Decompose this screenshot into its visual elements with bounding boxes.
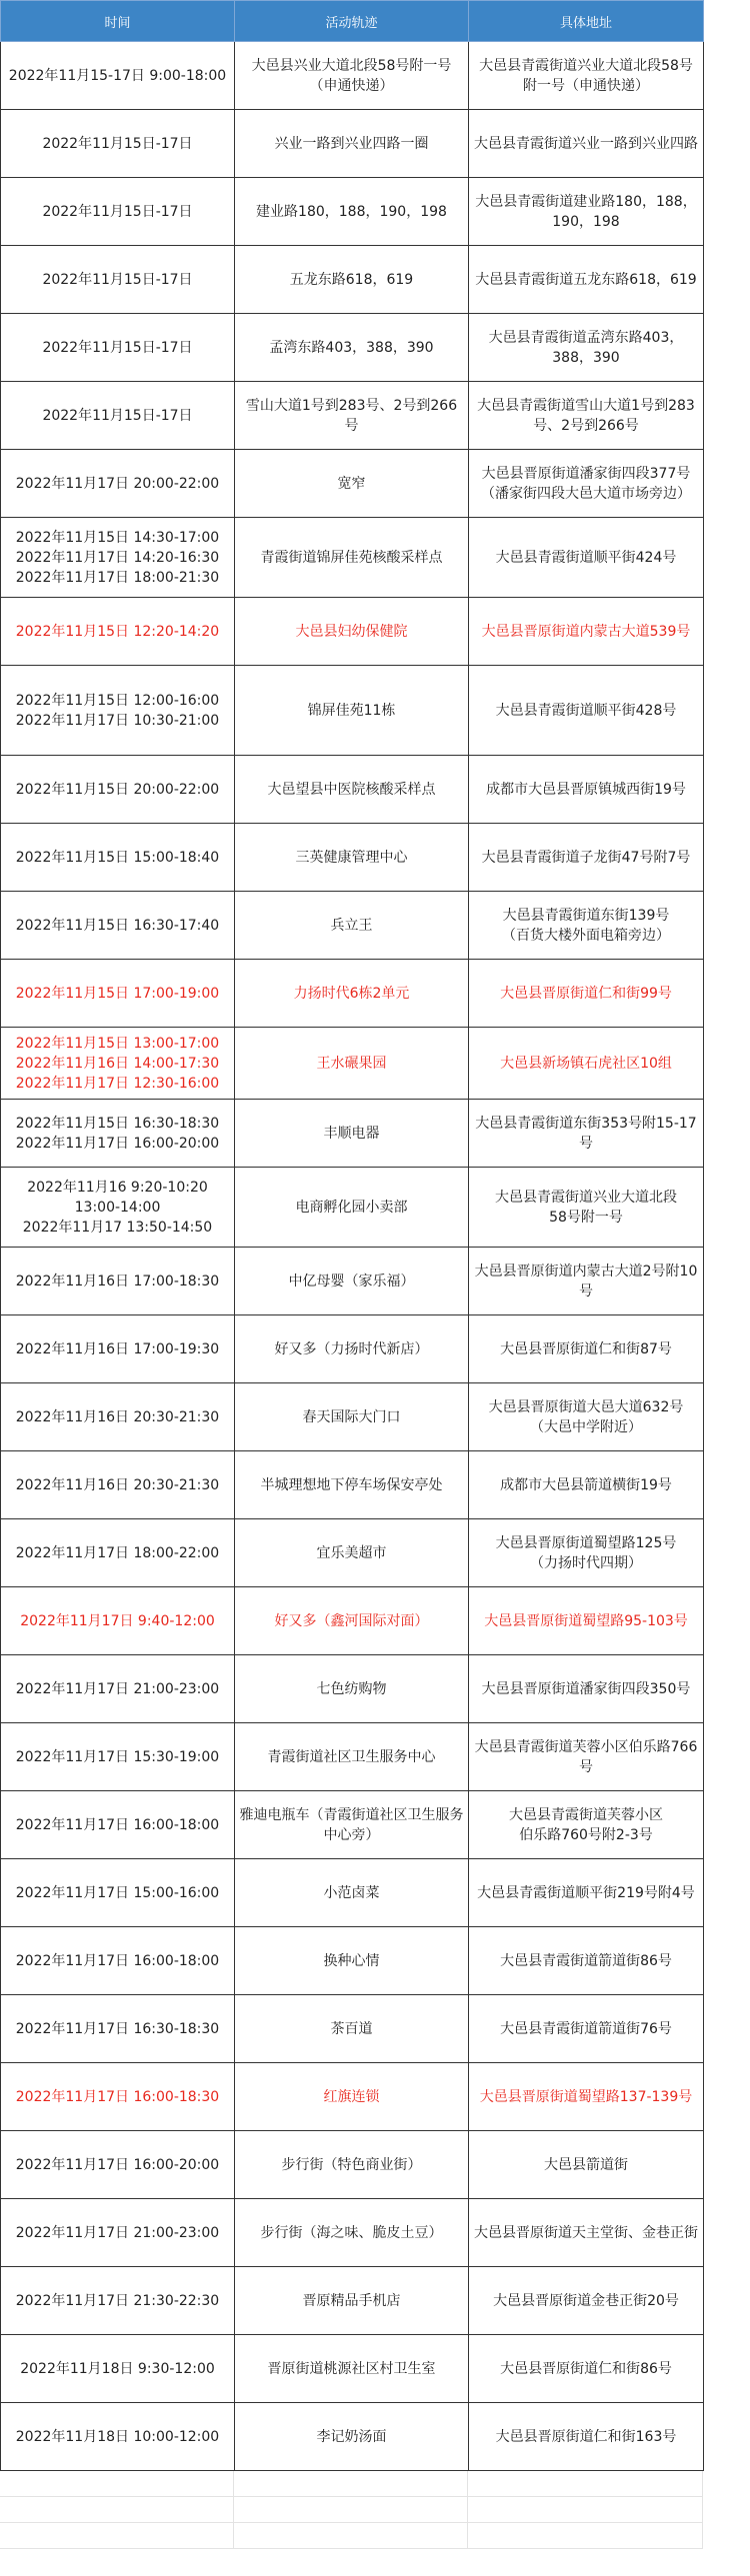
cell-time: 2022年11月15日 15:00-18:40: [1, 824, 235, 892]
empty-grid-cell: [0, 2497, 234, 2523]
cell-track: 大邑望县中医院核酸采样点: [235, 756, 469, 824]
table-row: [1, 2063, 704, 2131]
table-row: [1, 1168, 704, 1248]
cell-track: 雅迪电瓶车（青霞街道社区卫生服务中心旁）: [235, 1791, 469, 1859]
cell-address: 大邑县青霞街道东街353号附15-17号: [469, 1100, 704, 1168]
cell-track: 建业路180，188，190，198: [235, 178, 469, 246]
table-row: [1, 1723, 704, 1791]
table-row: [1, 892, 704, 960]
cell-time: 2022年11月15-17日 9:00-18:00: [1, 42, 235, 110]
empty-grid-row: [0, 2497, 703, 2523]
cell-time: 2022年11月15日-17日: [1, 178, 235, 246]
cell-address: 大邑县青霞街道子龙街47号附7号: [469, 824, 704, 892]
empty-grid-cell: [468, 2471, 703, 2497]
table-row: [1, 1927, 704, 1995]
cell-track: 五龙东路618，619: [235, 246, 469, 314]
cell-address: 大邑县青霞街道芙蓉小区伯乐路766号: [469, 1723, 704, 1791]
cell-track: 兵立王: [235, 892, 469, 960]
table-row: [1, 1655, 704, 1723]
cell-track: 半城理想地下停车场保安亭处: [235, 1451, 469, 1519]
cell-time: 2022年11月17日 15:30-19:00: [1, 1723, 235, 1791]
table-row: [1, 382, 704, 450]
cell-address: 大邑县青霞街道顺平街219号附4号: [469, 1859, 704, 1927]
cell-track: 宜乐美超市: [235, 1519, 469, 1587]
cell-track: 小范卤菜: [235, 1859, 469, 1927]
empty-grid-cell: [468, 2497, 703, 2523]
table-row: [1, 42, 704, 110]
table-row: [1, 1100, 704, 1168]
cell-track: 力扬时代6栋2单元: [235, 960, 469, 1028]
table-row: [1, 1519, 704, 1587]
cell-address: 成都市大邑县晋原镇城西街19号: [469, 756, 704, 824]
cell-address: 大邑县晋原街道内蒙古大道539号: [469, 598, 704, 666]
cell-address: 大邑县青霞街道兴业大道北段58号附一号（申通快递）: [469, 42, 704, 110]
cell-address: 大邑县晋原街道蜀望路125号 （力扬时代四期）: [469, 1519, 704, 1587]
cell-time: 2022年11月18日 9:30-12:00: [1, 2335, 235, 2403]
table-row: [1, 1859, 704, 1927]
empty-grid-cell: [234, 2497, 468, 2523]
cell-time: 2022年11月17日 15:00-16:00: [1, 1859, 235, 1927]
cell-track: 红旗连锁: [235, 2063, 469, 2131]
cell-time: 2022年11月15日 14:30-17:00 2022年11月17日 14:20-16:30 2022年11月17日 18:00-21:30: [1, 518, 235, 598]
header-time: 时间: [1, 1, 235, 42]
cell-time: 2022年11月16日 17:00-19:30: [1, 1315, 235, 1383]
empty-grid-cell: [0, 2471, 234, 2497]
cell-track: 锦屏佳苑11栋: [235, 666, 469, 756]
cell-track: 大邑县妇幼保健院: [235, 598, 469, 666]
table-row: [1, 518, 704, 598]
empty-grid-cell: [468, 2523, 703, 2549]
table-row: [1, 2403, 704, 2471]
cell-time: 2022年11月15日 16:30-17:40: [1, 892, 235, 960]
table-row: [1, 1383, 704, 1451]
cell-time: 2022年11月17日 21:30-22:30: [1, 2267, 235, 2335]
cell-time: 2022年11月15日 20:00-22:00: [1, 756, 235, 824]
cell-time: 2022年11月15日-17日: [1, 382, 235, 450]
header-row: [1, 1, 704, 42]
cell-track: 孟湾东路403，388，390: [235, 314, 469, 382]
cell-time: 2022年11月16 9:20-10:20 13:00-14:00 2022年11月17 13:50-14:50: [1, 1168, 235, 1248]
table-row: [1, 666, 704, 756]
cell-time: 2022年11月15日 12:20-14:20: [1, 598, 235, 666]
cell-time: 2022年11月17日 21:00-23:00: [1, 2199, 235, 2267]
cell-time: 2022年11月17日 9:40-12:00: [1, 1587, 235, 1655]
cell-track: 晋原街道桃源社区村卫生室: [235, 2335, 469, 2403]
cell-time: 2022年11月15日 16:30-18:30 2022年11月17日 16:00-20:00: [1, 1100, 235, 1168]
cell-address: 大邑县青霞街道顺平街428号: [469, 666, 704, 756]
cell-address: 大邑县青霞街道芙蓉小区 伯乐路760号附2-3号: [469, 1791, 704, 1859]
cell-address: 大邑县晋原街道仁和街87号: [469, 1315, 704, 1383]
cell-track: 中亿母婴（家乐福）: [235, 1248, 469, 1315]
table-row: [1, 110, 704, 178]
cell-time: 2022年11月15日-17日: [1, 110, 235, 178]
cell-address: 大邑县青霞街道顺平街424号: [469, 518, 704, 598]
table-row: [1, 1248, 704, 1315]
cell-time: 2022年11月15日-17日: [1, 314, 235, 382]
table-row: [1, 1791, 704, 1859]
cell-address: 大邑县箭道街: [469, 2131, 704, 2199]
header-track: 活动轨迹: [235, 1, 469, 42]
cell-track: 青霞街道锦屏佳苑核酸采样点: [235, 518, 469, 598]
cell-track: 七色纺购物: [235, 1655, 469, 1723]
cell-address: 大邑县晋原街道仁和街163号: [469, 2403, 704, 2471]
cell-time: 2022年11月15日 17:00-19:00: [1, 960, 235, 1028]
table-row: [1, 450, 704, 518]
table-body: [1, 42, 704, 2471]
empty-grid-cell: [234, 2471, 468, 2497]
cell-address: 大邑县青霞街道箭道街86号: [469, 1927, 704, 1995]
table-row: [1, 1451, 704, 1519]
cell-address: 大邑县晋原街道蜀望路95-103号: [469, 1587, 704, 1655]
cell-address: 大邑县晋原街道潘家街四段350号: [469, 1655, 704, 1723]
table-row: [1, 314, 704, 382]
cell-track: 青霞街道社区卫生服务中心: [235, 1723, 469, 1791]
table-row: [1, 1315, 704, 1383]
cell-time: 2022年11月18日 10:00-12:00: [1, 2403, 235, 2471]
cell-address: 大邑县青霞街道建业路180，188，190，198: [469, 178, 704, 246]
cell-address: 大邑县青霞街道东街139号 （百货大楼外面电箱旁边）: [469, 892, 704, 960]
cell-time: 2022年11月17日 16:00-18:00: [1, 1791, 235, 1859]
cell-track: 晋原精品手机店: [235, 2267, 469, 2335]
cell-address: 成都市大邑县箭道横街19号: [469, 1451, 704, 1519]
cell-track: 兴业一路到兴业四路一圈: [235, 110, 469, 178]
cell-time: 2022年11月17日 16:00-18:00: [1, 1927, 235, 1995]
empty-grid-row: [0, 2471, 703, 2497]
cell-address: 大邑县晋原街道蜀望路137-139号: [469, 2063, 704, 2131]
cell-address: 大邑县青霞街道五龙东路618，619: [469, 246, 704, 314]
cell-time: 2022年11月16日 17:00-18:30: [1, 1248, 235, 1315]
table-row: [1, 178, 704, 246]
cell-time: 2022年11月16日 20:30-21:30: [1, 1383, 235, 1451]
table-row: [1, 598, 704, 666]
cell-time: 2022年11月17日 18:00-22:00: [1, 1519, 235, 1587]
table-row: [1, 1587, 704, 1655]
cell-address: 大邑县晋原街道大邑大道632号 （大邑中学附近）: [469, 1383, 704, 1451]
cell-time: 2022年11月15日 12:00-16:00 2022年11月17日 10:30-21:00: [1, 666, 235, 756]
cell-track: 好又多（力扬时代新店）: [235, 1315, 469, 1383]
table-row: [1, 2131, 704, 2199]
cell-time: 2022年11月17日 16:00-20:00: [1, 2131, 235, 2199]
table-row: [1, 1028, 704, 1100]
cell-track: 丰顺电器: [235, 1100, 469, 1168]
cell-track: 步行街（海之味、脆皮土豆）: [235, 2199, 469, 2267]
cell-address: 大邑县晋原街道仁和街86号: [469, 2335, 704, 2403]
cell-time: 2022年11月15日 13:00-17:00 2022年11月16日 14:00-17:30 2022年11月17日 12:30-16:00: [1, 1028, 235, 1100]
cell-time: 2022年11月17日 21:00-23:00: [1, 1655, 235, 1723]
cell-track: 宽窄: [235, 450, 469, 518]
empty-grid-cell: [0, 2523, 234, 2549]
cell-time: 2022年11月17日 16:00-18:30: [1, 2063, 235, 2131]
cell-track: 李记奶汤面: [235, 2403, 469, 2471]
cell-address: 大邑县青霞街道兴业大道北段 58号附一号: [469, 1168, 704, 1248]
cell-address: 大邑县青霞街道兴业一路到兴业四路: [469, 110, 704, 178]
empty-grid-cell: [234, 2523, 468, 2549]
cell-address: 大邑县晋原街道潘家街四段377号 （潘家街四段大邑大道市场旁边）: [469, 450, 704, 518]
cell-time: 2022年11月17日 20:00-22:00: [1, 450, 235, 518]
cell-track: 三英健康管理中心: [235, 824, 469, 892]
table-row: [1, 1995, 704, 2063]
cell-track: 电商孵化园小卖部: [235, 1168, 469, 1248]
empty-grid-row: [0, 2523, 703, 2549]
header-address: 具体地址: [469, 1, 704, 42]
table-row: [1, 2335, 704, 2403]
cell-address: 大邑县青霞街道箭道街76号: [469, 1995, 704, 2063]
table-row: [1, 824, 704, 892]
cell-track: 大邑县兴业大道北段58号附一号 （申通快递）: [235, 42, 469, 110]
cell-address: 大邑县晋原街道仁和街99号: [469, 960, 704, 1028]
cell-track: 好又多（鑫河国际对面）: [235, 1587, 469, 1655]
cell-time: 2022年11月17日 16:30-18:30: [1, 1995, 235, 2063]
cell-address: 大邑县青霞街道孟湾东路403，388，390: [469, 314, 704, 382]
table-row: [1, 756, 704, 824]
table-row: [1, 2267, 704, 2335]
cell-address: 大邑县晋原街道天主堂街、金巷正街: [469, 2199, 704, 2267]
cell-track: 步行街（特色商业街）: [235, 2131, 469, 2199]
cell-time: 2022年11月16日 20:30-21:30: [1, 1451, 235, 1519]
cell-track: 茶百道: [235, 1995, 469, 2063]
cell-address: 大邑县晋原街道金巷正街20号: [469, 2267, 704, 2335]
cell-address: 大邑县新场镇石虎社区10组: [469, 1028, 704, 1100]
cell-track: 王水碾果园: [235, 1028, 469, 1100]
table-row: [1, 960, 704, 1028]
cell-time: 2022年11月15日-17日: [1, 246, 235, 314]
cell-track: 春天国际大门口: [235, 1383, 469, 1451]
table-row: [1, 246, 704, 314]
cell-track: 雪山大道1号到283号、2号到266号: [235, 382, 469, 450]
cell-address: 大邑县晋原街道内蒙古大道2号附10号: [469, 1248, 704, 1315]
empty-grid: [0, 2471, 750, 2549]
cell-track: 换种心情: [235, 1927, 469, 1995]
cell-address: 大邑县青霞街道雪山大道1号到283号、2号到266号: [469, 382, 704, 450]
table-row: [1, 2199, 704, 2267]
